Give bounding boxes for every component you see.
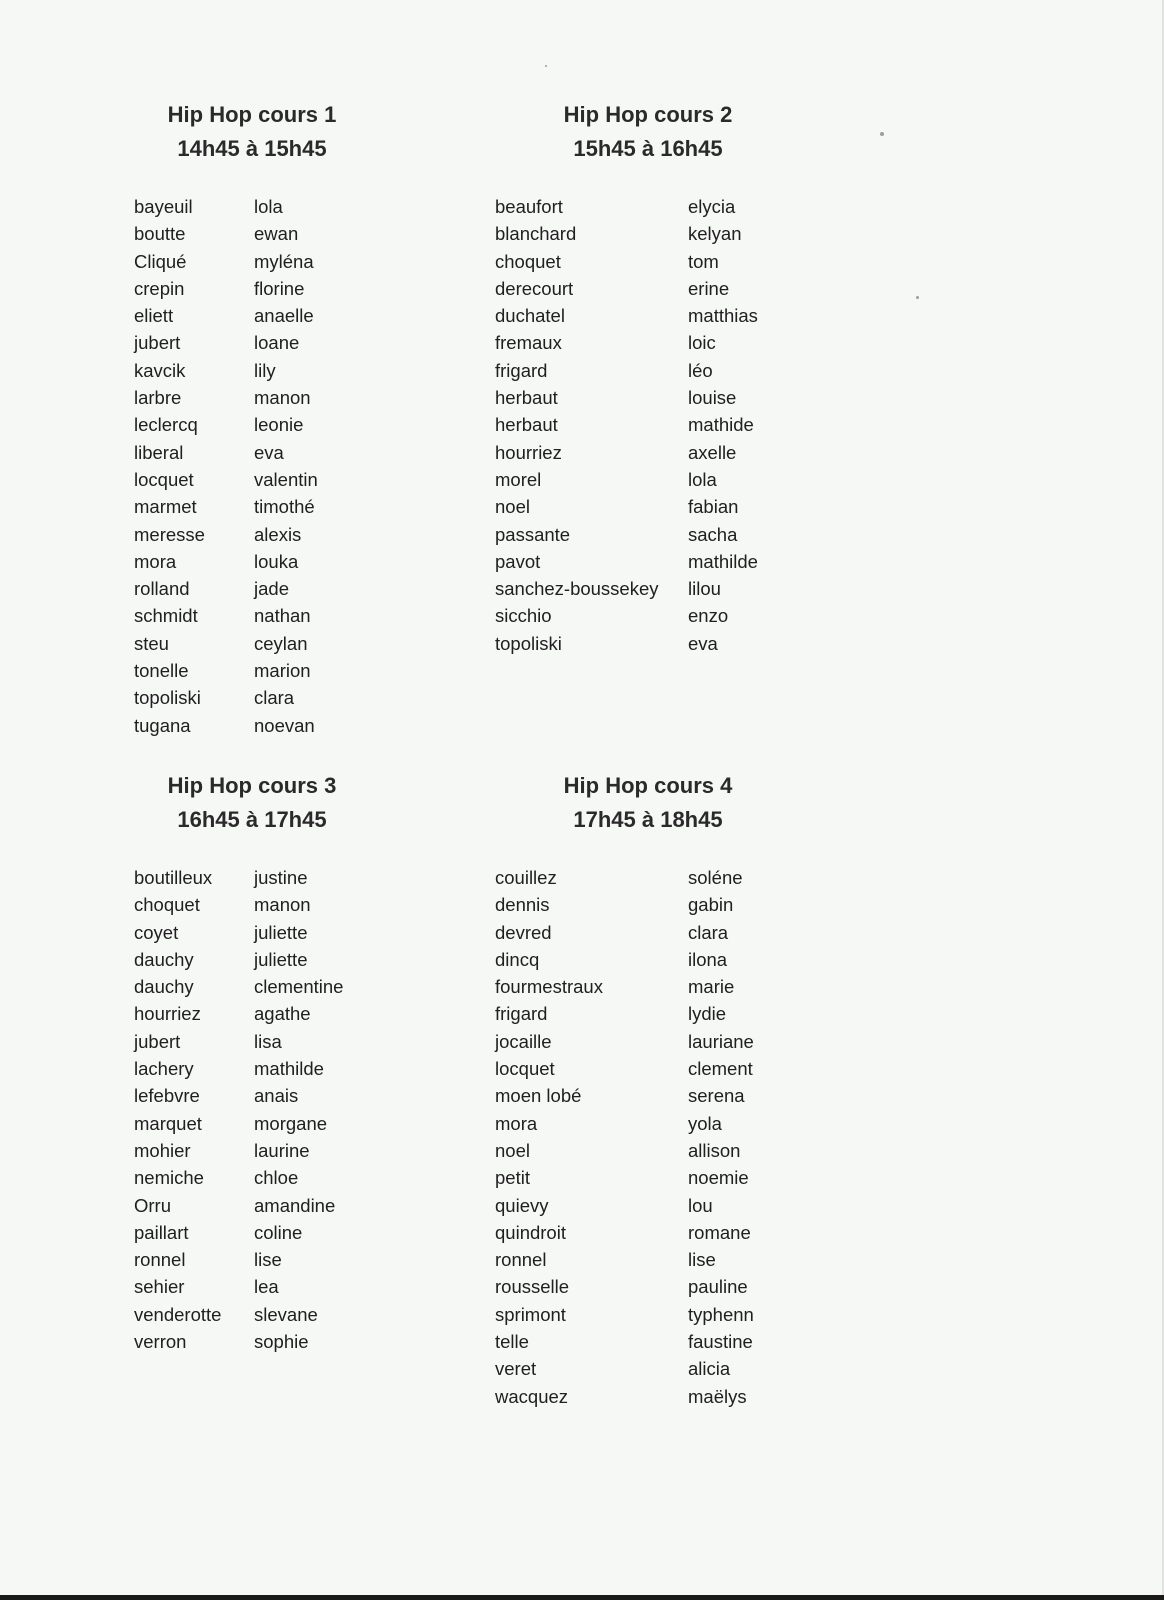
first-name: loic [688, 332, 716, 354]
last-name: mora [134, 550, 177, 572]
first-name: justine [254, 867, 308, 888]
first-name-list [254, 193, 318, 739]
first-name: clementine [254, 976, 344, 998]
first-name: leonie [254, 414, 304, 436]
first-name: lou [688, 1194, 713, 1216]
last-name: hourriez [495, 441, 562, 463]
last-name: lefebvre [134, 1085, 200, 1107]
last-name: dennis [495, 894, 550, 916]
first-name: ceylan [254, 632, 308, 654]
first-name: agathe [254, 1003, 311, 1025]
first-name: louka [254, 550, 299, 572]
session-title: Hip Hop cours 1 [167, 102, 337, 127]
session-title: Hip Hop cours 4 [563, 773, 733, 798]
first-name: noevan [254, 714, 315, 736]
last-name: marmet [134, 496, 197, 518]
last-name: wacquez [495, 1385, 569, 1407]
last-name: tugana [134, 714, 191, 736]
first-name: loane [254, 332, 300, 354]
last-name: venderotte [134, 1303, 222, 1325]
first-name: juliette [254, 921, 308, 943]
last-name: frigard [495, 359, 548, 381]
first-name: eva [688, 632, 718, 654]
last-name: boutte [134, 223, 186, 245]
first-name: tom [688, 250, 719, 272]
first-name: sacha [688, 523, 738, 545]
last-name: frigard [495, 1003, 548, 1025]
first-name: lily [254, 359, 276, 381]
session-time: 15h45 à 16h45 [573, 136, 723, 161]
last-name: sehier [134, 1276, 185, 1298]
scan-speck [545, 65, 547, 67]
last-name: noel [495, 496, 530, 518]
last-name: boutilleux [134, 867, 213, 888]
last-name: bayeuil [134, 196, 193, 217]
last-name: topoliski [495, 632, 562, 654]
first-name: allison [688, 1139, 741, 1161]
first-name: mathide [688, 414, 754, 436]
last-name: larbre [134, 387, 182, 409]
first-name: lilou [688, 578, 721, 600]
session-time: 16h45 à 17h45 [177, 807, 327, 832]
first-name: ilona [688, 948, 728, 970]
last-name-list [134, 193, 205, 739]
first-name: erine [688, 277, 730, 299]
last-name: leclercq [134, 414, 198, 436]
last-name: duchatel [495, 305, 565, 327]
first-name: lola [688, 468, 717, 490]
first-name: noemie [688, 1167, 749, 1189]
last-name: blanchard [495, 223, 577, 245]
first-name: lisa [254, 1030, 282, 1052]
session-time: 17h45 à 18h45 [573, 807, 723, 832]
last-name: noel [495, 1139, 530, 1161]
first-name: amandine [254, 1194, 336, 1216]
last-name: crepin [134, 277, 185, 299]
last-name: schmidt [134, 605, 198, 627]
last-name: moen lobé [495, 1085, 582, 1107]
last-name: dauchy [134, 976, 194, 998]
first-name: manon [254, 894, 311, 916]
first-name: romane [688, 1221, 751, 1243]
first-name: anaelle [254, 305, 314, 327]
first-name: clara [688, 921, 729, 943]
last-name: rousselle [495, 1276, 570, 1298]
last-name: topoliski [134, 687, 201, 709]
first-name: fabian [688, 496, 739, 518]
first-name: ewan [254, 223, 299, 245]
last-name: nemiche [134, 1167, 204, 1189]
last-name: marquet [134, 1112, 202, 1134]
last-name: choquet [134, 894, 200, 916]
first-name: morgane [254, 1112, 328, 1134]
last-name: couillez [495, 867, 557, 888]
first-name: lea [254, 1276, 279, 1298]
page-bottom-edge [0, 1595, 1164, 1600]
last-name: veret [495, 1358, 537, 1380]
first-name: yola [688, 1112, 722, 1134]
first-name: jade [254, 578, 289, 600]
first-name-list [688, 864, 754, 1410]
last-name-list [495, 193, 659, 657]
first-name: nathan [254, 605, 311, 627]
first-name: typhenn [688, 1303, 754, 1325]
last-name: coyet [134, 921, 179, 943]
session-title: Hip Hop cours 2 [563, 102, 733, 127]
last-name: mora [495, 1112, 538, 1134]
first-name: serena [688, 1085, 745, 1107]
first-name: soléne [688, 867, 743, 888]
scan-speck [880, 132, 884, 136]
last-name: tonelle [134, 660, 189, 682]
last-name: derecourt [495, 277, 574, 299]
first-name: pauline [688, 1276, 748, 1298]
first-name: alexis [254, 523, 302, 545]
last-name: petit [495, 1167, 530, 1189]
first-name: léo [688, 359, 713, 381]
last-name: paillart [134, 1221, 189, 1243]
last-name: lachery [134, 1058, 194, 1080]
last-name: morel [495, 468, 542, 490]
first-name: matthias [688, 305, 758, 327]
last-name: eliett [134, 305, 174, 327]
last-name: liberal [134, 441, 184, 463]
last-name: mohier [134, 1139, 191, 1161]
last-name: Orru [134, 1194, 171, 1216]
first-name: laurine [254, 1139, 310, 1161]
first-name: slevane [254, 1303, 318, 1325]
first-name: mathilde [688, 550, 758, 572]
last-name: hourriez [134, 1003, 201, 1025]
last-name: jocaille [495, 1030, 552, 1052]
first-name: valentin [254, 468, 318, 490]
last-name: beaufort [495, 196, 563, 217]
last-name: rolland [134, 578, 190, 600]
first-name: clara [254, 687, 295, 709]
last-name: steu [134, 632, 169, 654]
last-name: fourmestraux [495, 976, 603, 998]
last-name: verron [134, 1331, 187, 1353]
first-name: marie [688, 976, 735, 998]
last-name-list [495, 864, 603, 1410]
last-name: locquet [134, 468, 194, 490]
first-name: lise [688, 1249, 716, 1271]
first-name: lise [254, 1249, 282, 1271]
last-name: Cliqué [134, 250, 187, 272]
last-name: herbaut [495, 387, 558, 409]
first-name: kelyan [688, 223, 742, 245]
session-time: 14h45 à 15h45 [177, 136, 327, 161]
last-name: ronnel [495, 1249, 547, 1271]
first-name-list [254, 864, 343, 1355]
first-name: anais [254, 1085, 299, 1107]
first-name: manon [254, 387, 311, 409]
last-name: locquet [495, 1058, 555, 1080]
first-name: timothé [254, 496, 315, 518]
last-name: sprimont [495, 1303, 566, 1325]
first-name: elycia [688, 196, 736, 217]
last-name: meresse [134, 523, 205, 545]
first-name: gabin [688, 894, 734, 916]
first-name: lola [254, 196, 283, 217]
first-name: clement [688, 1058, 753, 1080]
first-name: chloe [254, 1167, 299, 1189]
last-name: jubert [134, 1030, 181, 1052]
first-name: eva [254, 441, 284, 463]
first-name: enzo [688, 605, 729, 627]
first-name: maëlys [688, 1385, 747, 1407]
last-name: quievy [495, 1194, 549, 1216]
first-name: juliette [254, 948, 308, 970]
last-name: telle [495, 1331, 529, 1353]
first-name: coline [254, 1221, 303, 1243]
last-name-list [134, 864, 221, 1355]
last-name: dincq [495, 948, 540, 970]
first-name-list [688, 193, 758, 657]
session-title: Hip Hop cours 3 [167, 773, 337, 798]
first-name: faustine [688, 1331, 753, 1353]
first-name: myléna [254, 250, 314, 272]
last-name: passante [495, 523, 571, 545]
first-name: florine [254, 277, 305, 299]
last-name: fremaux [495, 332, 562, 354]
last-name: sanchez-boussekey [495, 578, 659, 600]
first-name: lydie [688, 1003, 727, 1025]
first-name: marion [254, 660, 311, 682]
last-name: herbaut [495, 414, 558, 436]
last-name: quindroit [495, 1221, 566, 1243]
last-name: dauchy [134, 948, 194, 970]
first-name: mathilde [254, 1058, 324, 1080]
first-name: sophie [254, 1331, 309, 1353]
last-name: choquet [495, 250, 561, 272]
last-name: pavot [495, 550, 541, 572]
first-name: lauriane [688, 1030, 754, 1052]
last-name: sicchio [495, 605, 552, 627]
first-name: alicia [688, 1358, 731, 1380]
first-name: axelle [688, 441, 737, 463]
last-name: devred [495, 921, 552, 943]
scan-speck [916, 296, 919, 299]
first-name: louise [688, 387, 737, 409]
last-name: jubert [134, 332, 181, 354]
last-name: ronnel [134, 1249, 186, 1271]
last-name: kavcik [134, 359, 186, 381]
